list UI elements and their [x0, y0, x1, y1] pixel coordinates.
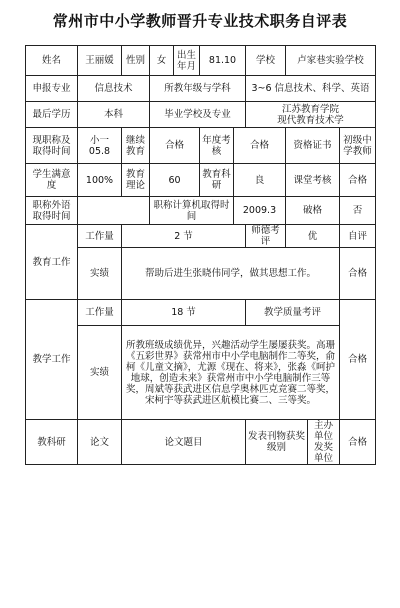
grade-subject-label: 所教年级与学科: [150, 76, 246, 102]
class-review-value: 合格: [340, 164, 376, 197]
name-label: 姓名: [26, 46, 78, 76]
page-title: 常州市中小学教师晋升专业技术职务自评表: [52, 12, 348, 30]
birth-value: 81.10: [200, 46, 246, 76]
birth-label: 出生年月: [174, 46, 200, 76]
gender-label: 性别: [122, 46, 150, 76]
paper-label: 论文: [78, 420, 122, 465]
graduate-school-label: 毕业学校及专业: [150, 102, 246, 128]
continuing-edu-value: 合格: [150, 128, 200, 164]
row-education: [26, 102, 376, 128]
computer-label: 职称计算机取得时间: [150, 197, 234, 225]
education-label: 最后学历: [26, 102, 78, 128]
quality-label: 教学质量考评: [246, 300, 340, 326]
ethic-label: 师德考评: [246, 225, 286, 248]
major-label: 申报专业: [26, 76, 78, 102]
publication-header: 发表刊物获奖级别: [246, 420, 308, 465]
theory-value: 60: [150, 164, 200, 197]
row-research: [26, 420, 376, 465]
gender-value: 女: [150, 46, 174, 76]
continuing-edu-label: 继续教育: [122, 128, 150, 164]
row-title: [26, 128, 376, 164]
computer-value: 2009.3: [234, 197, 286, 225]
research-score-label: 教育科研: [200, 164, 234, 197]
edu-result-text: 帮助后进生张晓伟同学，做其思想工作。: [122, 248, 340, 300]
teach-result-text: 所教班级成绩优异，兴趣活动学生屡屡获奖。高珊《五彩世界》获常州市中小学电脑制作二等奖，俞柯《儿童文摘》，尤源《现在、将来》，张淼《呵护地球，创造未来》获常州市中小学电脑制作三等奖，周斌等获武进区信息学奥林匹克竞赛二等奖，宋柯宇等获武进区航模比赛二、三等奖。: [122, 326, 340, 420]
class-review-label: 课堂考核: [286, 164, 340, 197]
foreign-lang-label: 职称外语取得时间: [26, 197, 78, 225]
row-qualifications: [26, 197, 376, 225]
satisfaction-value: 100%: [78, 164, 122, 197]
graduate-school-line: 江苏教育学院: [282, 103, 340, 115]
grade-subject-value: 3~6 信息技术、科学、英语: [246, 76, 376, 102]
row-teach-workload: [26, 300, 376, 326]
edu-workload-label: 工作量: [78, 225, 122, 248]
exception-label: 破格: [286, 197, 340, 225]
satisfaction-label: 学生满意度: [26, 164, 78, 197]
graduate-school-value: [246, 102, 376, 128]
current-title-value: 小一 05.8: [78, 128, 122, 164]
teach-workload-label: 工作量: [78, 300, 122, 326]
annual-review-value: 合格: [234, 128, 286, 164]
organizer-header: 主办单位发奖单位: [308, 420, 340, 465]
certificate-label: 资格证书: [286, 128, 340, 164]
ethic-value: 优: [286, 225, 340, 248]
row-scores: [26, 164, 376, 197]
school-label: 学校: [246, 46, 286, 76]
school-value: 卢家巷实验学校: [286, 46, 376, 76]
teach-result-label: 实绩: [78, 326, 122, 420]
education-value: 本科: [78, 102, 150, 128]
current-title-label: 现职称及取得时间: [26, 128, 78, 164]
row-basic-info: [26, 46, 376, 76]
row-edu-workload: [26, 225, 376, 248]
evaluation-form: [25, 45, 376, 465]
edu-result-label: 实绩: [78, 248, 122, 300]
research-section-label: 教科研: [26, 420, 78, 465]
foreign-lang-value: [78, 197, 150, 225]
edu-self-value: 合格: [340, 248, 376, 300]
name-value: 王丽媛: [78, 46, 122, 76]
row-major: [26, 76, 376, 102]
theory-label: 教育理论: [122, 164, 150, 197]
teach-work-section-label: 教学工作: [26, 300, 78, 420]
annual-review-label: 年度考核: [200, 128, 234, 164]
exception-value: 否: [340, 197, 376, 225]
graduate-major-line: 现代教育技术学: [277, 114, 344, 126]
teach-workload-value: 18 节: [122, 300, 246, 326]
edu-self-label: 自评: [340, 225, 376, 248]
row-teach-result: [26, 326, 376, 420]
teach-self-value: 合格: [340, 300, 376, 420]
paper-title-header: 论文题目: [122, 420, 246, 465]
edu-workload-value: 2 节: [122, 225, 246, 248]
major-value: 信息技术: [78, 76, 150, 102]
research-score-value: 良: [234, 164, 286, 197]
certificate-value: 初级中学教师: [340, 128, 376, 164]
edu-work-section-label: 教育工作: [26, 225, 78, 300]
research-self-value: 合格: [340, 420, 376, 465]
row-edu-result: [26, 248, 376, 300]
